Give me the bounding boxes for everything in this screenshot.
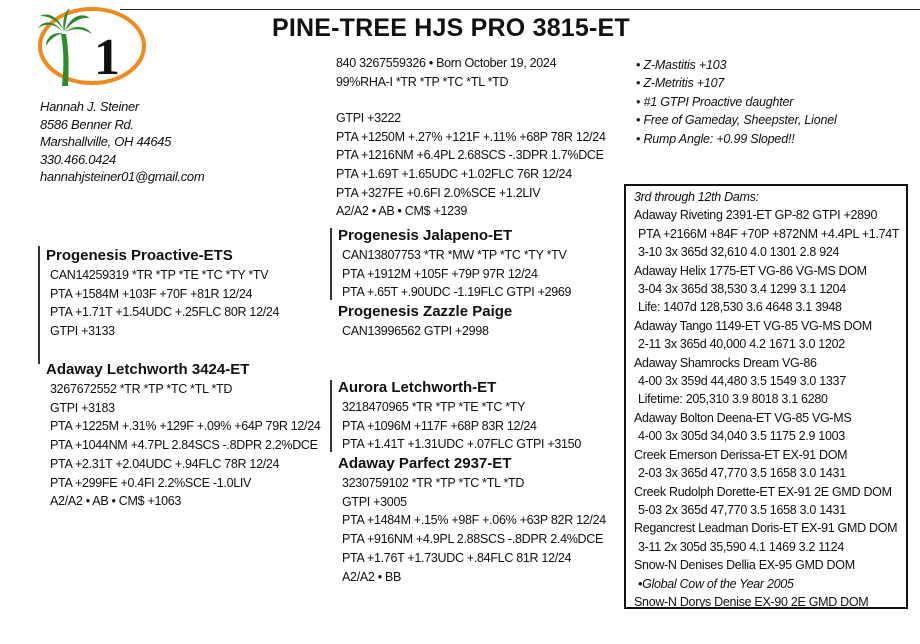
animal-gtpi: GTPI +3222	[336, 111, 401, 126]
header-rule	[120, 9, 920, 10]
dams-dam-line: 3230759102 *TR *TP *TC *TL *TD	[342, 476, 525, 490]
dam-line: GTPI +3183	[50, 400, 115, 415]
sire-name: Progenesis Proactive-ETS	[46, 247, 233, 264]
highlights-list	[636, 56, 837, 148]
animal-id-line: 840 3267559326 • Born October 19, 2024	[336, 56, 557, 70]
highlight-item: • Rump Angle: +0.99 Sloped!!	[636, 131, 795, 146]
dams-dam-name: Adaway Parfect 2937-ET	[338, 455, 512, 472]
dam-line: A2/A2 • AB • CM$ +1063	[50, 494, 182, 509]
dam-record-line: 4-00 3x 305d 34,040 3.5 1175 2.9 1003	[638, 429, 845, 444]
dam-record-line: 5-03 2x 365d 47,770 3.5 1658 3.0 1431	[638, 502, 846, 517]
palm-tree-logo	[34, 6, 146, 88]
ancestral-dam-name: Snow-N Dorys Denise EX-90 2E GMD DOM	[634, 594, 869, 609]
animal-details	[336, 54, 606, 221]
dams-box-header: 3rd through 12th Dams:	[634, 190, 759, 204]
ancestral-dam-name: Adaway Bolton Deena-ET VG-85 VG-MS	[634, 410, 852, 425]
ancestral-dam-name: Creek Rudolph Dorette-ET EX-91 2E GMD DOM	[634, 484, 892, 499]
dams-sire-line: PTA +1.41T +1.31UDC +.07FLC GTPI +3150	[342, 437, 581, 452]
dam-line: PTA +1044NM +4.7PL 2.84SCS -.8DPR 2.2%DCE	[50, 438, 318, 453]
dam-record-line: 2-11 3x 365d 40,000 4.2 1671 3.0 1202	[638, 337, 845, 352]
ancestral-dam-name: Adaway Helix 1775-ET VG-86 VG-MS DOM	[634, 263, 867, 278]
palm-tree-icon	[38, 8, 92, 86]
lot-number: 1	[94, 29, 120, 86]
sires-sire-line: CAN13807753 *TR *MW *TP *TC *TY *TV	[342, 248, 567, 262]
ancestral-dam-name: Creek Emerson Derissa-ET EX-91 DOM	[634, 447, 848, 462]
owner-name: Hannah J. Steiner	[40, 99, 139, 114]
animal-pta-line: PTA +1.69T +1.65UDC +1.02FLC 76R 12/24	[336, 166, 572, 181]
dams-box-lines	[634, 206, 906, 611]
sires-sire-line: PTA +1912M +105F +79P 97R 12/24	[342, 266, 538, 281]
owner-city: Marshallville, OH 44645	[40, 134, 172, 149]
sire-line: PTA +1584M +103F +70F +81R 12/24	[50, 286, 253, 301]
dams-dam-line: PTA +1484M +.15% +98F +.06% +63P 82R 12/24	[342, 513, 606, 528]
dam-line: PTA +299FE +0.4FI 2.2%SCE -1.0LIV	[50, 475, 252, 490]
ancestral-dam-name: Adaway Shamrocks Dream VG-86	[634, 355, 817, 370]
highlight-item: • Z-Mastitis +103	[636, 58, 727, 72]
dam-block	[46, 360, 321, 511]
owner-street: 8586 Benner Rd.	[40, 116, 134, 132]
dams-dam-line: PTA +916NM +4.9PL 2.88SCS -.8DPR 2.4%DCE	[342, 532, 604, 547]
dam-record-line: 4-00 3x 359d 44,480 3.5 1549 3.0 1337	[638, 374, 846, 389]
sires-sire-line: PTA +.65T +.90UDC -1.19FLC GTPI +2969	[342, 285, 572, 300]
ancestral-dam-name: Snow-N Denises Dellia EX-95 GMD DOM	[634, 558, 855, 573]
owner-info	[40, 98, 204, 186]
animal-pta-line: PTA +327FE +0.6FI 2.0%SCE +1.2LIV	[336, 185, 541, 200]
dam-record-line: Life: 1407d 128,530 3.6 4648 3.1 3948	[638, 300, 842, 315]
sire-line: GTPI +3133	[50, 324, 115, 339]
highlight-item: • #1 GTPI Proactive daughter	[636, 94, 794, 109]
dam-line: PTA +1225M +.31% +129F +.09% +64P 79R 12/24	[50, 419, 321, 434]
dams-sire-line: PTA +1096M +117F +68P 83R 12/24	[342, 418, 537, 433]
dam-name: Adaway Letchworth 3424-ET	[46, 361, 250, 378]
sires-dam-block	[338, 302, 512, 341]
ancestral-dam-name: Regancrest Leadman Doris-ET EX-91 GMD DOM	[634, 521, 898, 536]
dams-dam-line: GTPI +3005	[342, 494, 407, 509]
ancestral-dam-name: Adaway Riveting 2391-ET GP-82 GTPI +2890	[634, 208, 878, 223]
dams-sire-line: 3218470965 *TR *TP *TE *TC *TY	[342, 400, 526, 414]
animal-pta-line: PTA +1216NM +6.4PL 2.68SCS -.3DPR 1.7%DCE	[336, 148, 604, 163]
dam-record-line: 2-03 3x 365d 47,770 3.5 1658 3.0 1431	[638, 466, 846, 481]
highlight-item: • Z-Metritis +107	[636, 76, 725, 91]
dams-sire-block	[338, 378, 581, 454]
sire-line: PTA +1.71T +1.54UDC +.25FLC 80R 12/24	[50, 305, 280, 320]
sires-sire-block	[338, 226, 571, 302]
dam-record-line: 3-11 2x 305d 35,590 4.1 1469 3.2 1124	[638, 539, 844, 554]
page-title: PINE-TREE HJS PRO 3815-ET	[272, 14, 630, 42]
owner-email: hannahjsteiner01@gmail.com	[40, 169, 205, 184]
animal-rha-line: 99%RHA-I *TR *TP *TC *TL *TD	[336, 74, 509, 89]
animal-genes: A2/A2 • AB • CM$ +1239	[336, 204, 468, 219]
animal-pta-line: PTA +1250M +.27% +121F +.11% +68P 78R 12/24	[336, 129, 606, 144]
dam-record-line: 3-10 3x 365d 32,610 4.0 1301 2.8 924	[638, 245, 840, 260]
sires-dam-name: Progenesis Zazzle Paige	[338, 303, 513, 320]
dam-record-line: 3-04 3x 365d 38,530 3.4 1299 3.1 1204	[638, 282, 846, 297]
dam-record-line: PTA +2166M +84F +70P +872NM +4.4PL +1.74T	[638, 226, 900, 241]
dams-sire-name: Aurora Letchworth-ET	[338, 379, 497, 396]
dam-record-line: •Global Cow of the Year 2005	[638, 576, 794, 591]
ancestral-dam-name: Adaway Tango 1149-ET VG-85 VG-MS DOM	[634, 318, 872, 333]
pedigree-connector	[38, 246, 40, 364]
pedigree-connector	[330, 380, 332, 452]
sire-block	[46, 246, 279, 341]
ancestral-dams-box	[624, 184, 908, 609]
highlight-item: • Free of Gameday, Sheepster, Lionel	[636, 113, 837, 128]
dam-line: 3267672552 *TR *TP *TC *TL *TD	[50, 382, 233, 396]
pedigree-connector	[330, 228, 332, 300]
dams-dam-line: A2/A2 • BB	[342, 569, 402, 584]
dam-record-line: Lifetime: 205,310 3.9 8018 3.1 6280	[638, 392, 828, 407]
sire-line: CAN14259319 *TR *TP *TE *TC *TY *TV	[50, 268, 269, 282]
dam-line: PTA +2.31T +2.04UDC +.94FLC 78R 12/24	[50, 456, 280, 471]
dams-dam-block	[338, 454, 606, 586]
owner-phone: 330.466.0424	[40, 151, 116, 167]
sires-dam-line: CAN13996562 GTPI +2998	[342, 324, 489, 338]
sires-sire-name: Progenesis Jalapeno-ET	[338, 227, 513, 244]
dams-dam-line: PTA +1.76T +1.73UDC +.84FLC 81R 12/24	[342, 550, 572, 565]
